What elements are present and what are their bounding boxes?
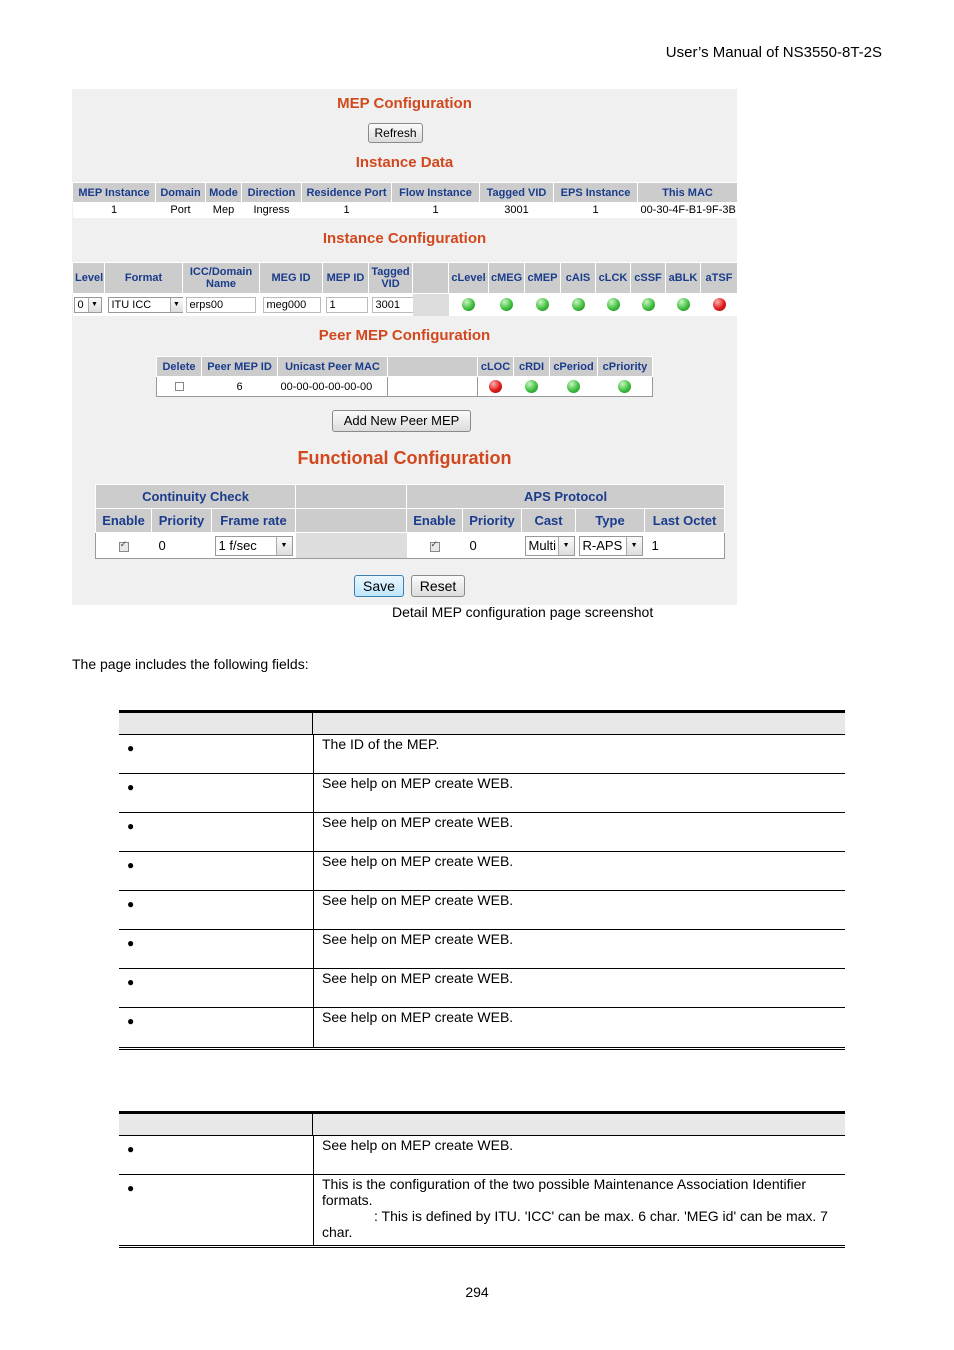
- chevron-down-icon: ▼: [170, 298, 183, 312]
- row-description: : This is defined by ITU. 'ICC' can be max. 6 char. 'MEG id' can be max. 7 char.: [322, 1208, 828, 1240]
- continuity-check-group: Continuity Check: [96, 485, 296, 509]
- aps-type-select[interactable]: R-APS ▼: [579, 536, 643, 556]
- atsf-status-icon: [713, 298, 726, 311]
- cais-status-icon: [572, 298, 585, 311]
- col-mep-id: MEP ID: [323, 263, 369, 294]
- col-aps-cast: Cast: [522, 509, 576, 533]
- col-aps-enable: Enable: [407, 509, 463, 533]
- chevron-down-icon: ▼: [558, 537, 574, 555]
- col-spacer: [296, 509, 407, 533]
- col-direction: Direction: [242, 183, 302, 203]
- spacer-cell: [413, 294, 449, 316]
- row-description: See help on MEP create WEB.: [322, 1137, 514, 1153]
- spacer-cell: [388, 377, 478, 397]
- cc-frame-rate-select[interactable]: 1 f/sec ▼: [215, 536, 293, 556]
- col-eps-instance: EPS Instance: [554, 183, 638, 203]
- col-cperiod: cPeriod: [550, 357, 598, 377]
- col-mep-instance: MEP Instance: [73, 183, 156, 203]
- ablk-status-icon: [677, 298, 690, 311]
- col-meg-id: MEG ID: [260, 263, 323, 294]
- cperiod-status-icon: [567, 380, 580, 393]
- mep-config-screenshot: [72, 89, 737, 605]
- col-cc-enable: Enable: [96, 509, 152, 533]
- table-header: [119, 710, 845, 735]
- col-icc-domain-name: ICC/Domain Name: [183, 263, 260, 294]
- reset-button[interactable]: Reset: [411, 575, 465, 597]
- clck-status-icon: [607, 298, 620, 311]
- spacer-cell: [296, 533, 407, 559]
- add-new-peer-mep-button[interactable]: Add New Peer MEP: [332, 410, 471, 432]
- cmeg-status-icon: [500, 298, 513, 311]
- fields-table-1: [119, 710, 845, 1050]
- delete-checkbox[interactable]: [175, 382, 184, 391]
- col-residence-port: Residence Port: [302, 183, 392, 203]
- cc-enable-checkbox[interactable]: [119, 542, 129, 552]
- cell-tagged-vid: 3001: [480, 203, 554, 218]
- table-bottom-rule: [119, 1245, 845, 1248]
- chevron-down-icon: ▼: [276, 537, 292, 555]
- intro-text: The page includes the following fields:: [72, 656, 309, 672]
- table-row: [119, 735, 845, 774]
- row-description: See help on MEP create WEB.: [322, 814, 514, 830]
- table-row: [96, 533, 725, 559]
- col-tagged-vid: Tagged VID: [369, 263, 413, 294]
- table-row: [119, 930, 845, 969]
- format-select[interactable]: ITU ICC ▼: [108, 297, 183, 313]
- figure-caption: Detail MEP configuration page screenshot: [392, 604, 654, 620]
- instance-data-table: [72, 182, 738, 218]
- table-header: [119, 1111, 845, 1136]
- cc-priority-input[interactable]: 0: [155, 536, 205, 556]
- col-ablk: aBLK: [666, 263, 701, 294]
- peer-mep-title: Peer MEP Configuration: [318, 327, 491, 344]
- manual-header: User’s Manual of NS3550-8T-2S: [665, 44, 882, 61]
- col-mode: Mode: [206, 183, 242, 203]
- col-cssf: cSSF: [631, 263, 666, 294]
- col-clck: cLCK: [596, 263, 631, 294]
- instance-data-title: Instance Data: [355, 154, 454, 171]
- cpriority-status-icon: [618, 380, 631, 393]
- col-flow-instance: Flow Instance: [392, 183, 480, 203]
- aps-priority-input[interactable]: 0: [466, 536, 518, 556]
- row-description: See help on MEP create WEB.: [322, 775, 514, 791]
- table-bottom-rule: [119, 1047, 845, 1050]
- row-description: See help on MEP create WEB.: [322, 931, 514, 947]
- table-row: [119, 969, 845, 1008]
- col-cais: cAIS: [561, 263, 596, 294]
- cmep-status-icon: [536, 298, 549, 311]
- col-cc-priority: Priority: [152, 509, 212, 533]
- col-atsf: aTSF: [701, 263, 738, 294]
- meg-id-input[interactable]: meg000: [263, 297, 321, 313]
- cloc-status-icon: [489, 380, 502, 393]
- cssf-status-icon: [642, 298, 655, 311]
- chevron-down-icon: ▼: [626, 537, 642, 555]
- aps-last-octet-input[interactable]: 1: [648, 536, 714, 556]
- row-description: This is the configuration of the two possible Maintenance Association Identifier formats.: [322, 1176, 807, 1208]
- bullet-icon: ●: [127, 897, 135, 911]
- tagged-vid-input[interactable]: 3001: [372, 297, 413, 313]
- bullet-icon: ●: [127, 1181, 135, 1195]
- cell-eps-instance: 1: [554, 203, 638, 218]
- table-row: [119, 1175, 845, 1245]
- instance-config-table: [72, 262, 738, 316]
- page-number: 294: [465, 1284, 489, 1300]
- aps-protocol-group: APS Protocol: [407, 485, 725, 509]
- crdi-status-icon: [525, 380, 538, 393]
- col-cmeg: cMEG: [489, 263, 525, 294]
- aps-cast-select[interactable]: Multi ▼: [525, 536, 575, 556]
- clevel-status-icon: [462, 298, 475, 311]
- col-delete: Delete: [157, 357, 202, 377]
- col-tagged-vid: Tagged VID: [480, 183, 554, 203]
- icc-name-input[interactable]: erps00: [186, 297, 256, 313]
- cell-direction: Ingress: [242, 203, 302, 218]
- cell-mode: Mep: [206, 203, 242, 218]
- row-description: The ID of the MEP.: [322, 736, 440, 752]
- row-description: See help on MEP create WEB.: [322, 853, 514, 869]
- col-level: Level: [73, 263, 105, 294]
- refresh-button[interactable]: Refresh: [368, 123, 423, 143]
- col-spacer: [413, 263, 449, 294]
- col-cc-frame-rate: Frame rate: [212, 509, 296, 533]
- cell-flow-instance: 1: [392, 203, 480, 218]
- col-domain: Domain: [156, 183, 206, 203]
- save-button[interactable]: Save: [354, 575, 404, 597]
- peer-mac-cell: 00-00-00-00-00-00: [278, 377, 388, 397]
- col-cloc: cLOC: [478, 357, 514, 377]
- col-spacer: [296, 485, 407, 509]
- col-this-mac: This MAC: [638, 183, 738, 203]
- table-row: [119, 852, 845, 891]
- col-aps-priority: Priority: [463, 509, 522, 533]
- col-aps-last-octet: Last Octet: [645, 509, 725, 533]
- aps-enable-checkbox[interactable]: [430, 542, 440, 552]
- table-row: [157, 377, 653, 397]
- bullet-icon: ●: [127, 741, 135, 755]
- col-cmep: cMEP: [525, 263, 561, 294]
- table-row: [73, 294, 738, 316]
- col-aps-type: Type: [576, 509, 645, 533]
- mep-config-title: MEP Configuration: [337, 95, 472, 112]
- col-crdi: cRDI: [514, 357, 550, 377]
- col-peer-mep-id: Peer MEP ID: [202, 357, 278, 377]
- col-unicast-peer-mac: Unicast Peer MAC: [278, 357, 388, 377]
- table-row: [119, 774, 845, 813]
- table-row: [73, 203, 738, 218]
- functional-config-table: [95, 484, 725, 559]
- peer-mep-table: [156, 356, 653, 397]
- col-spacer: [388, 357, 478, 377]
- cell-residence-port: 1: [302, 203, 392, 218]
- level-select[interactable]: 0 ▼: [74, 297, 102, 313]
- table-row: [119, 1008, 845, 1047]
- row-description: See help on MEP create WEB.: [322, 892, 514, 908]
- table-row: [119, 813, 845, 852]
- bullet-icon: ●: [127, 780, 135, 794]
- instance-config-title: Instance Configuration: [322, 230, 487, 247]
- mep-id-input[interactable]: 1: [326, 297, 368, 313]
- cell-this-mac: 00-30-4F-B1-9F-3B: [638, 203, 738, 218]
- bullet-icon: ●: [127, 819, 135, 833]
- peer-mep-id-cell: 6: [202, 377, 278, 397]
- bullet-icon: ●: [127, 975, 135, 989]
- table-row: [119, 891, 845, 930]
- bullet-icon: ●: [127, 1014, 135, 1028]
- row-description: See help on MEP create WEB.: [322, 1009, 514, 1025]
- bullet-icon: ●: [127, 858, 135, 872]
- bullet-icon: ●: [127, 1142, 135, 1156]
- cell-mep-instance: 1: [73, 203, 156, 218]
- col-format: Format: [105, 263, 183, 294]
- cell-domain: Port: [156, 203, 206, 218]
- table-row: [119, 1136, 845, 1175]
- bullet-icon: ●: [127, 936, 135, 950]
- col-clevel: cLevel: [449, 263, 489, 294]
- chevron-down-icon: ▼: [88, 298, 101, 312]
- fields-table-2: [119, 1111, 845, 1248]
- col-cpriority: cPriority: [598, 357, 653, 377]
- functional-config-title: Functional Configuration: [297, 448, 512, 468]
- row-description: See help on MEP create WEB.: [322, 970, 514, 986]
